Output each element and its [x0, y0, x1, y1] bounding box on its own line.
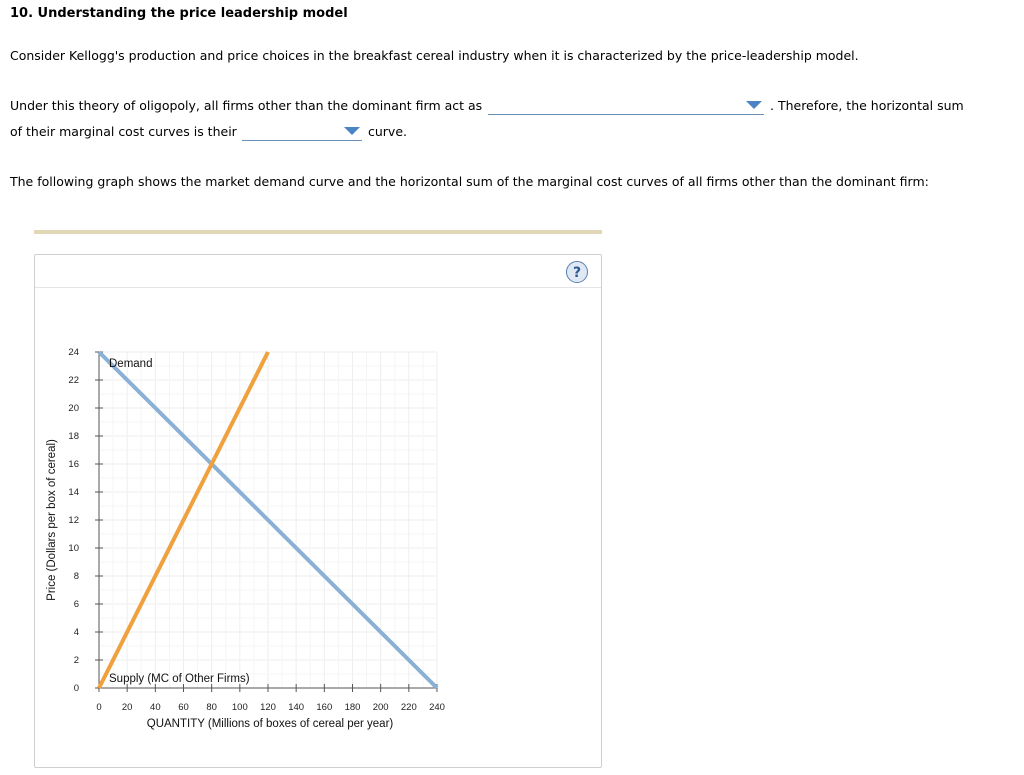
y-tick-label: 14: [68, 487, 79, 498]
x-tick-label: 60: [178, 702, 189, 713]
chevron-down-icon: [344, 127, 360, 135]
y-tick-label: 20: [68, 403, 79, 414]
demand-label: Demand: [109, 358, 153, 370]
x-tick-label: 240: [429, 702, 445, 713]
y-tick-label: 6: [73, 599, 79, 610]
x-axis-label: QUANTITY (Millions of boxes of cereal per year): [146, 718, 394, 730]
sentence1-start: Under this theory of oligopoly, all firms other than the dominant firm act as: [10, 98, 483, 113]
x-tick-label: 0: [96, 702, 102, 713]
y-tick-label: 18: [68, 431, 79, 442]
y-tick-label: 24: [68, 347, 79, 358]
firm-behavior-dropdown[interactable]: [488, 98, 764, 115]
x-tick-label: 200: [372, 702, 389, 713]
graph-panel: [34, 254, 602, 768]
x-tick-label: 80: [206, 702, 217, 713]
y-axis-label: Price (Dollars per box of cereal): [46, 439, 58, 601]
y-tick-label: 12: [68, 515, 79, 526]
y-tick-label: 4: [73, 627, 79, 638]
x-tick-label: 180: [344, 702, 361, 713]
y-tick-label: 2: [73, 655, 79, 666]
y-tick-label: 10: [68, 543, 79, 554]
sentence2-start: of their marginal cost curves is their: [10, 124, 237, 139]
chevron-down-icon: [746, 101, 762, 109]
x-tick-label: 100: [231, 702, 248, 713]
separator-bar: [34, 230, 602, 234]
x-tick-label: 20: [121, 702, 133, 713]
y-tick-label: 22: [68, 375, 79, 386]
x-tick-label: 160: [316, 702, 333, 713]
x-tick-label: 220: [400, 702, 417, 713]
y-tick-label: 8: [73, 571, 79, 582]
curve-type-dropdown[interactable]: [242, 124, 362, 141]
sentence2-end: curve.: [368, 124, 407, 139]
x-tick-label: 140: [288, 702, 305, 713]
x-tick-label: 40: [150, 702, 161, 713]
help-button[interactable]: ?: [566, 261, 588, 283]
x-tick-label: 120: [260, 702, 276, 713]
question-intro: Consider Kellogg's production and price choices in the breakfast cereal industry when it is characterized by the price-leadership model.: [10, 48, 859, 63]
sentence1-end: . Therefore, the horizontal sum: [770, 98, 964, 113]
chart: [35, 255, 601, 767]
y-tick-label: 0: [73, 683, 79, 694]
question-title: 10. Understanding the price leadership model: [10, 6, 348, 21]
y-tick-label: 16: [68, 459, 79, 470]
graph-intro: The following graph shows the market demand curve and the horizontal sum of the marginal cost curves of all firms other than the dominant firm:: [10, 174, 929, 189]
supply-label: Supply (MC of Other Firms): [109, 673, 250, 685]
